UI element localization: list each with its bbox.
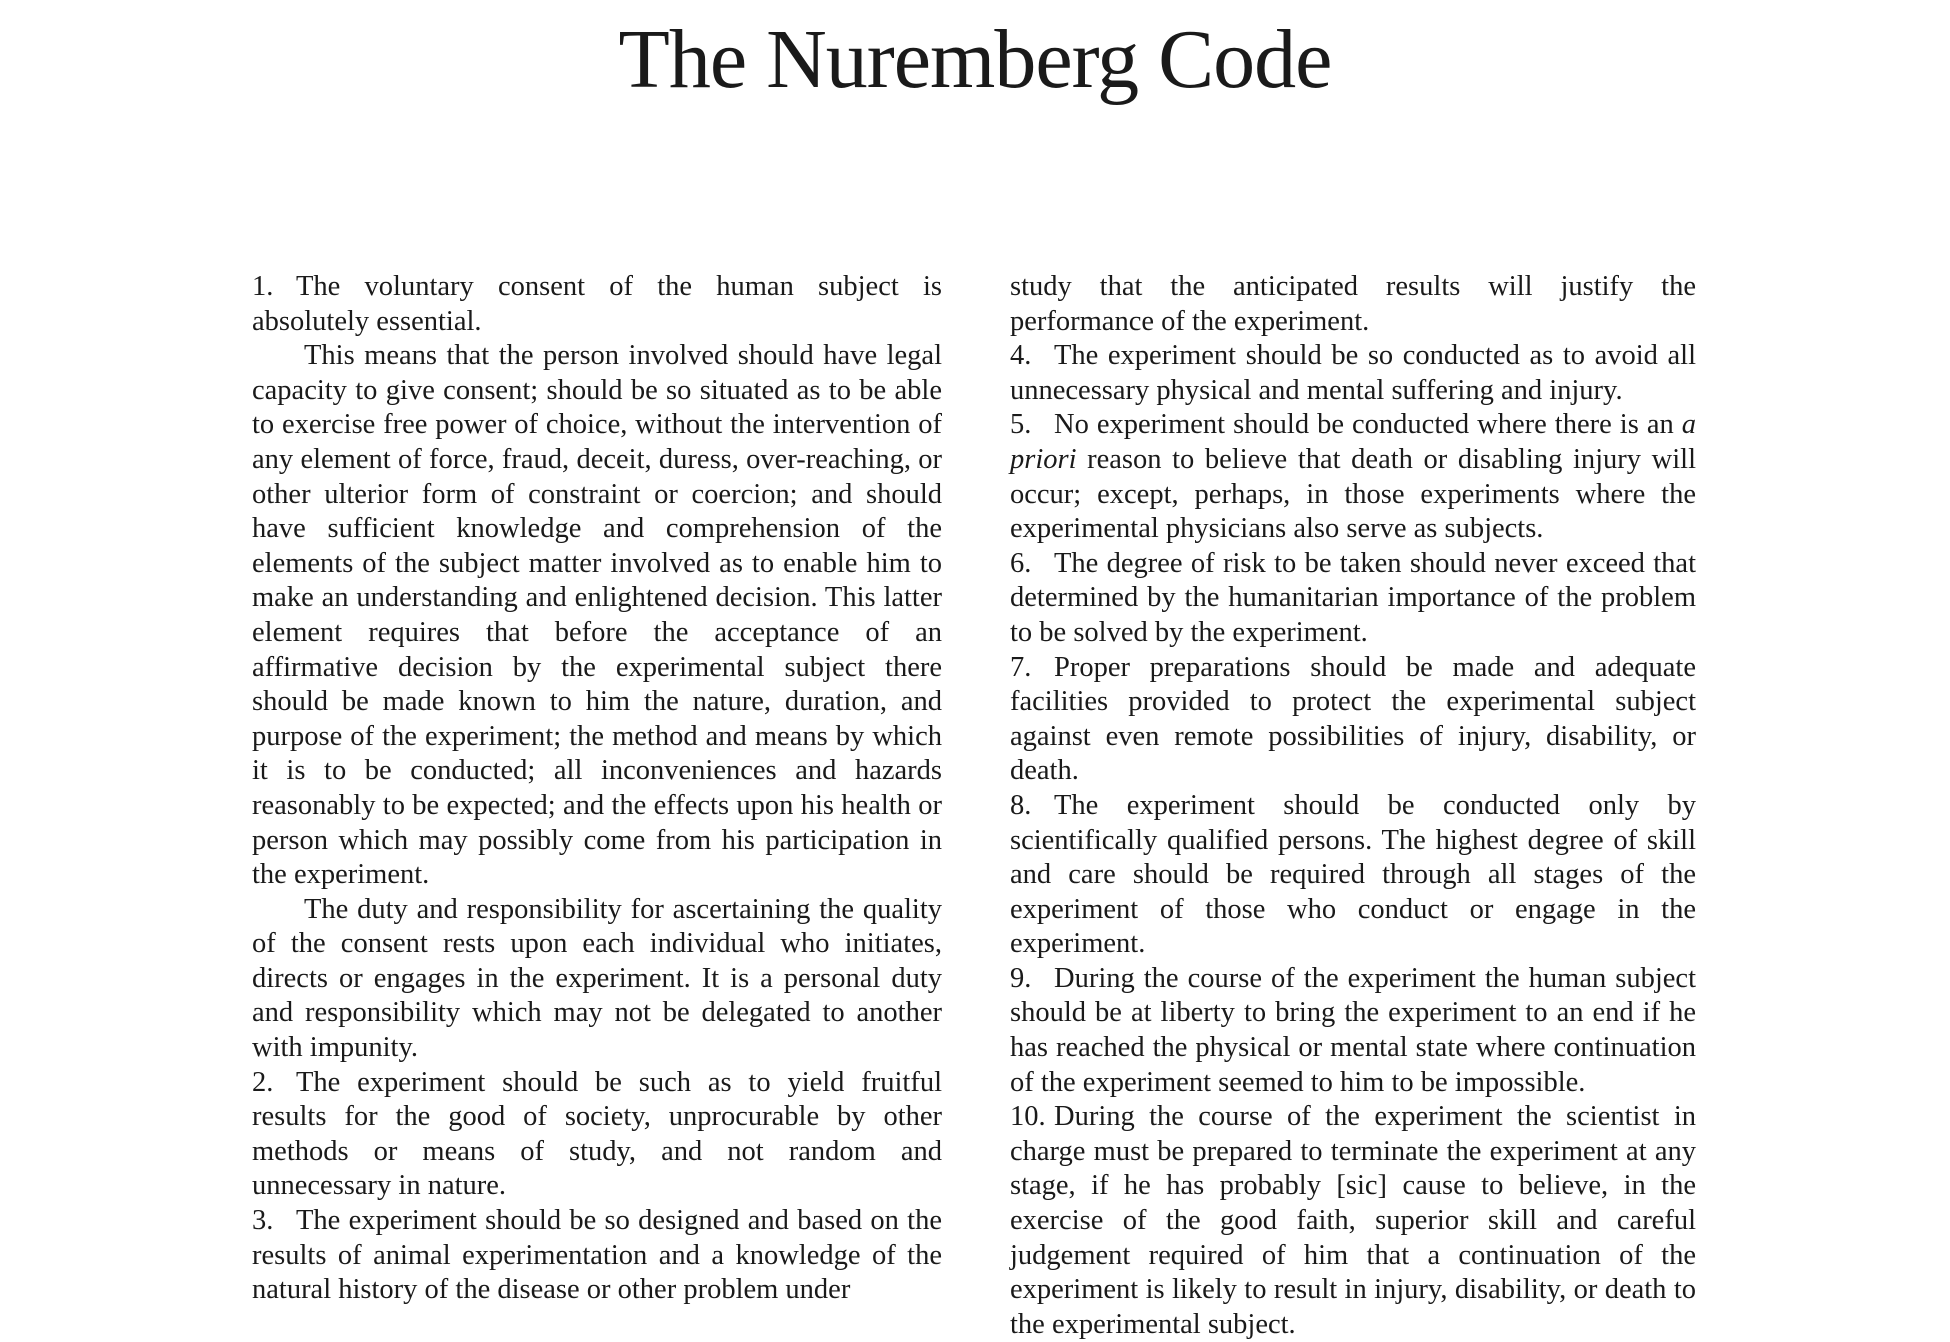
principle-number: 10. [1010, 1101, 1046, 1133]
principle-1-paragraph-3: The duty and responsibility for ascertaining the quality of the consent rests upon each individual who initiates, directs or engages in the experiment. It is a personal duty and responsibility which may not be delegated to another with impunity. [252, 893, 942, 1064]
principle-number: 6. [1010, 547, 1032, 579]
principle-3 [252, 1204, 942, 1308]
principle-10 [1010, 1100, 1696, 1342]
principle-number: 1. [252, 271, 274, 302]
principle-7 [1010, 651, 1696, 789]
principle-number: 9. [1010, 962, 1032, 994]
principle-number: 7. [1010, 651, 1032, 683]
page-title: The Nuremberg Code [618, 13, 1332, 106]
principle-number: 8. [1010, 789, 1032, 821]
principle-text: During the course of the experiment the scientist in charge must be prepared to terminate the experiment at any stage, if he has probably [sic] cause to believe, in the exercise of the good faith, superior skill and careful judgement required of him that a continuation of the experiment is likely to result in injury, disability, or death to the experimental subject. [1010, 1101, 1696, 1340]
principle-text: During the course of the experiment the human subject should be at liberty to bring the experiment to an end if he has reached the physical or mental state where continuation of the experiment seemed to him to be impossible. [1010, 962, 1696, 1098]
principle-5 [1010, 408, 1696, 546]
principle-1-paragraph-2: This means that the person involved should have legal capacity to give consent; should be so situated as to be able to exercise free power of choice, without the intervention of any element of force, fraud, deceit, duress, over-reaching, or other ulterior form of constraint or coercion; and should have sufficient knowledge and comprehension of the elements of the subject matter involved as to enable him to make an understanding and enlightened decision. This latter element requires that before the acceptance of an affirmative decision by the experimental subject there should be made known to him the nature, duration, and purpose of the experiment; the method and means by which it is to be conducted; all inconveniences and hazards reasonably to be expected; and the effects upon his health or person which may possibly come from his participation in the experiment. [252, 340, 942, 891]
principle-text: No experiment should be conducted where there is an [1054, 409, 1682, 441]
principle-2 [252, 1066, 942, 1204]
principle-number: 3. [252, 1205, 274, 1237]
principle-text: The experiment should be such as to yield fruitful results for the good of society, unprocurable by other methods or means of study, and not random and unnecessary in nature. [252, 1066, 942, 1202]
principle-text: Proper preparations should be made and adequate facilities provided to protect the experimental subject against even remote possibilities of injury, disability, or death. [1010, 651, 1696, 787]
principle-number: 5. [1010, 409, 1032, 441]
principle-text: The experiment should be so conducted as to avoid all unnecessary physical and mental suffering and injury. [1010, 340, 1696, 406]
principle-number: 2. [252, 1066, 274, 1098]
principle-8 [1010, 789, 1696, 962]
right-column [1010, 270, 1696, 1342]
principle-1 [252, 270, 942, 339]
principle-text: The experiment should be so designed and based on the results of animal experimentation and a knowledge of the natural history of the disease or other problem under [252, 1205, 942, 1306]
principle-9 [1010, 962, 1696, 1100]
principle-3-continued: study that the anticipated results will justify the performance of the experiment. [1010, 271, 1696, 337]
principle-text: reason to believe that death or disabling injury will occur; except, perhaps, in those experiments where the experimental physicians also serve as subjects. [1010, 443, 1696, 545]
principle-text: The voluntary consent of the human subject is absolutely essential. [252, 271, 942, 337]
principle-6 [1010, 547, 1696, 651]
principle-number: 4. [1010, 340, 1032, 372]
principle-text: The degree of risk to be taken should never exceed that determined by the humanitarian importance of the problem to be solved by the experiment. [1010, 547, 1696, 648]
principle-4 [1010, 339, 1696, 408]
left-column [252, 270, 942, 1308]
principle-text-italic: a priori [1010, 409, 1696, 475]
principle-text: The experiment should be conducted only by scientifically qualified persons. The highest degree of skill and care should be required through all stages of the experiment of those who conduct or engage in the experiment. [1010, 789, 1696, 960]
